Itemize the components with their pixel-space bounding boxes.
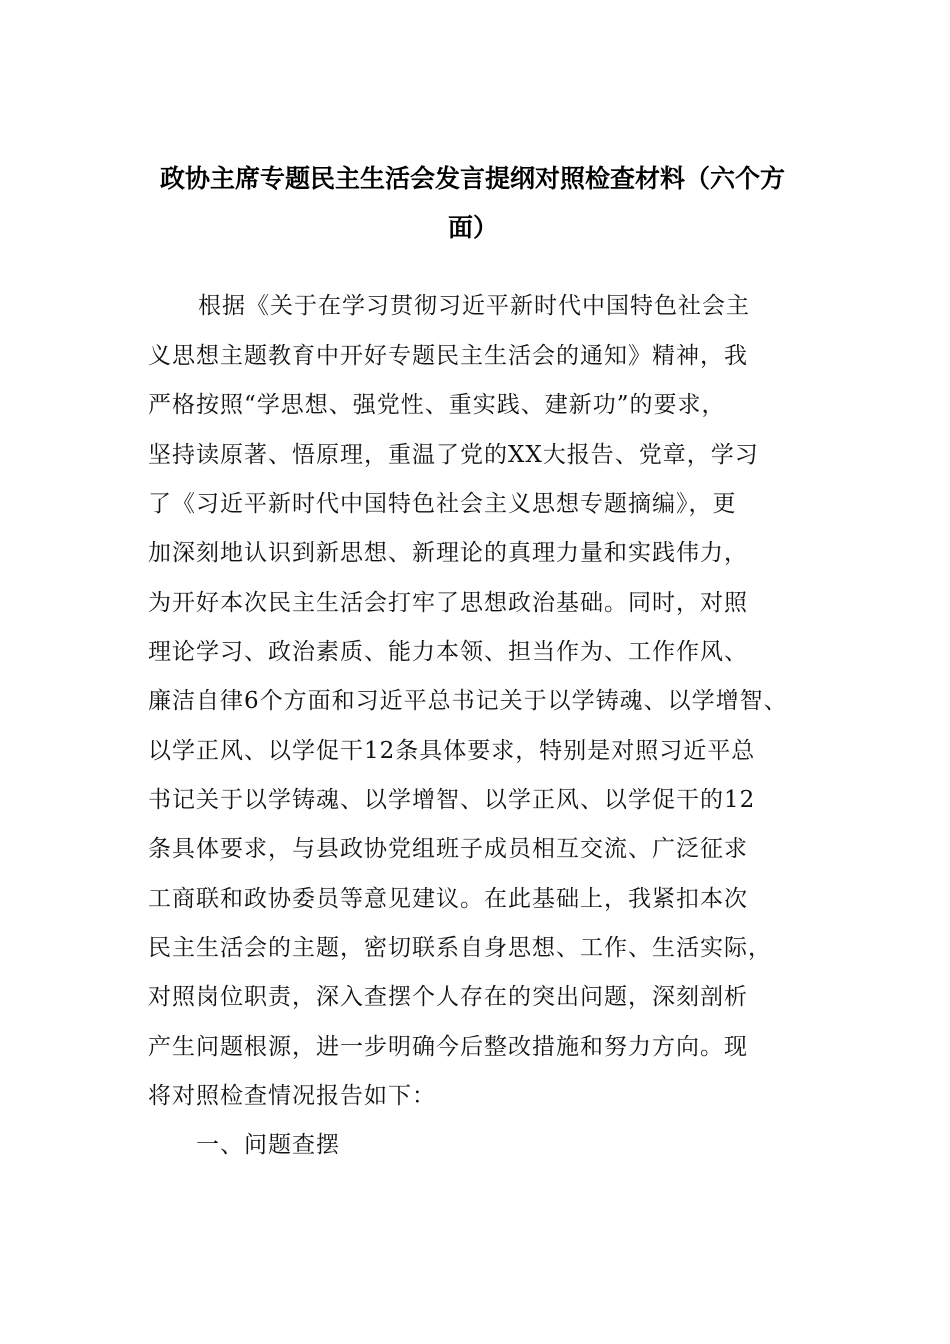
body-line: 民主生活会的主题，密切联系自身思想、工作、生活实际， [148,935,772,961]
body-line: 书记关于以学铸魂、以学增智、以学正风、以学促干的12 [148,787,756,813]
body-line: 加深刻地认识到新思想、新理论的真理力量和实践伟力， [148,540,748,566]
section-heading: 一、问题查摆 [196,1132,340,1158]
body-line: 对照岗位职责，深入查摆个人存在的突出问题，深刻剖析 [148,984,748,1010]
body-line: 理论学习、政治素质、能力本领、担当作为、工作作风、 [148,639,748,665]
body-line: 严格按照“学思想、强党性、重实践、建新功”的要求， [148,392,726,418]
body-line: 义思想主题教育中开好专题民主生活会的通知》精神，我 [148,343,748,369]
body-line: 产生问题根源，进一步明确今后整改措施和努力方向。现 [148,1034,748,1060]
document-title-line-2: 面） [448,213,499,242]
body-line: 根据《关于在学习贯彻习近平新时代中国特色社会主 [198,293,750,319]
body-line: 了《习近平新时代中国特色社会主义思想专题摘编》，更 [148,491,737,517]
body-line: 将对照检查情况报告如下： [148,1083,436,1109]
body-line: 以学正风、以学促干12条具体要求，特别是对照习近平总 [148,738,756,764]
body-line: 廉洁自律6个方面和习近平总书记关于以学铸魂、以学增智、 [148,688,788,714]
body-line: 工商联和政协委员等意见建议。在此基础上，我紧扣本次 [148,886,748,912]
body-line: 条具体要求，与县政协党组班子成员相互交流、广泛征求 [148,836,748,862]
body-line: 为开好本次民主生活会打牢了思想政治基础。同时，对照 [148,590,748,616]
document-title-line-1: 政协主席专题民主生活会发言提纲对照检查材料（六个方 [160,164,786,193]
body-line: 坚持读原著、悟原理，重温了党的XX大报告、党章，学习 [148,442,759,468]
